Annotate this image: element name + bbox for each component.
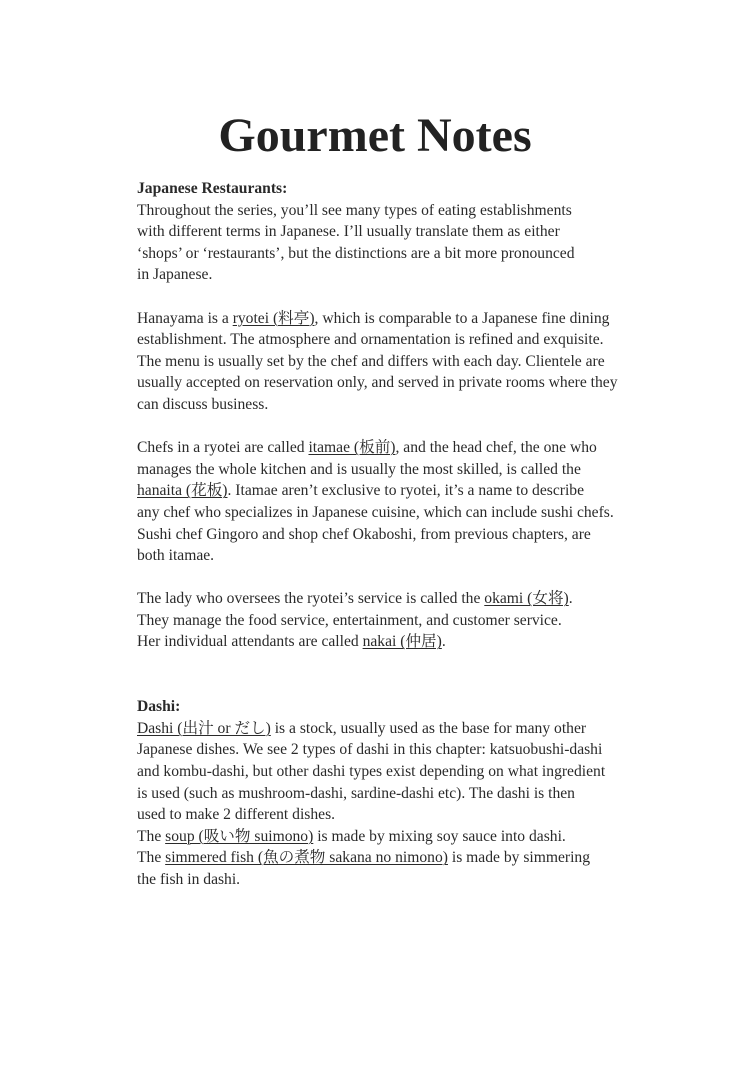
term-itamae: itamae (板前) — [308, 439, 396, 457]
text-segment: , and the head chef, the one who — [395, 439, 597, 457]
text-line — [137, 718, 677, 740]
paragraph-okami — [137, 588, 677, 653]
text-segment: is made by simmering — [447, 849, 591, 867]
text-segment: . Itamae aren’t exclusive to ryotei, it’s a name to describe — [227, 482, 585, 500]
text-segment: is made by mixing soy sauce into dashi. — [313, 827, 566, 845]
text-line — [137, 437, 677, 459]
term-okami: okami (女将) — [484, 590, 569, 608]
text-line: They manage the food service, entertainment, and customer service. — [137, 611, 562, 629]
term-nimono: simmered fish (魚の煮物 sakana no nimono) — [165, 849, 448, 867]
text-line: is used (such as mushroom-dashi, sardine-dashi etc). The dashi is then — [137, 784, 575, 802]
text-line: both itamae. — [137, 547, 215, 565]
text-line: Throughout the series, you’ll see many types of eating establishments — [137, 201, 572, 219]
section-heading-restaurants: Japanese Restaurants: — [137, 180, 288, 197]
text-line: and kombu-dashi, but other dashi types exist depending on what ingredient — [137, 763, 606, 781]
text-line — [137, 308, 677, 330]
text-line: any chef who specializes in Japanese cuisine, which can include sushi chefs. — [137, 503, 614, 521]
text-line: can discuss business. — [137, 395, 269, 413]
text-line: The menu is usually set by the chef and differs with each day. Clientele are — [137, 352, 605, 370]
paragraph-ryotei — [137, 308, 677, 416]
term-dashi: Dashi (出汁 or だし) — [137, 719, 271, 737]
text-line — [137, 631, 677, 653]
section-heading-dashi: Dashi: — [137, 698, 181, 716]
term-hanaita: hanaita (花板) — [137, 482, 228, 500]
text-line: manages the whole kitchen and is usually the most skilled, is called the — [137, 460, 581, 478]
text-line: the fish in dashi. — [137, 871, 241, 888]
text-segment: . — [568, 590, 573, 608]
term-suimono: soup (吸い物 suimono) — [165, 827, 314, 845]
text-line — [137, 826, 677, 848]
text-segment: , which is comparable to a Japanese fine dining — [314, 309, 610, 327]
text-line: used to make 2 different dishes. — [137, 806, 336, 824]
page-title: Gourmet Notes — [218, 109, 532, 162]
text-line — [137, 847, 677, 869]
text-segment: Chefs in a ryotei are called — [137, 439, 309, 457]
text-segment: . — [441, 633, 446, 651]
text-segment: The lady who oversees the ryotei’s service is called the — [137, 590, 485, 608]
text-line: in Japanese. — [137, 266, 213, 284]
text-line: usually accepted on reservation only, and served in private rooms where they — [137, 374, 618, 392]
text-segment: Hanayama is a — [137, 309, 233, 327]
text-line — [137, 588, 677, 610]
text-segment: The — [137, 827, 166, 845]
text-line: with different terms in Japanese. I’ll usually translate them as either — [137, 223, 560, 241]
text-segment: The — [137, 849, 166, 867]
paragraph-dashi — [137, 718, 677, 891]
text-segment: is a stock, usually used as the base for many other — [270, 719, 587, 737]
text-segment: Her individual attendants are called — [137, 633, 363, 651]
text-line — [137, 480, 677, 502]
term-ryotei: ryotei (料亭) — [232, 309, 315, 327]
paragraph-itamae — [137, 437, 677, 567]
text-line: ‘shops’ or ‘restaurants’, but the distinctions are a bit more pronounced — [137, 244, 575, 262]
notes-body — [137, 178, 677, 891]
paragraph-intro — [137, 200, 677, 286]
text-line: Japanese dishes. We see 2 types of dashi in this chapter: katsuobushi-dashi — [137, 741, 603, 759]
term-nakai: nakai (仲居) — [362, 633, 442, 651]
text-line: establishment. The atmosphere and ornamentation is refined and exquisite. — [137, 331, 604, 349]
text-line: Sushi chef Gingoro and shop chef Okaboshi, from previous chapters, are — [137, 525, 591, 543]
